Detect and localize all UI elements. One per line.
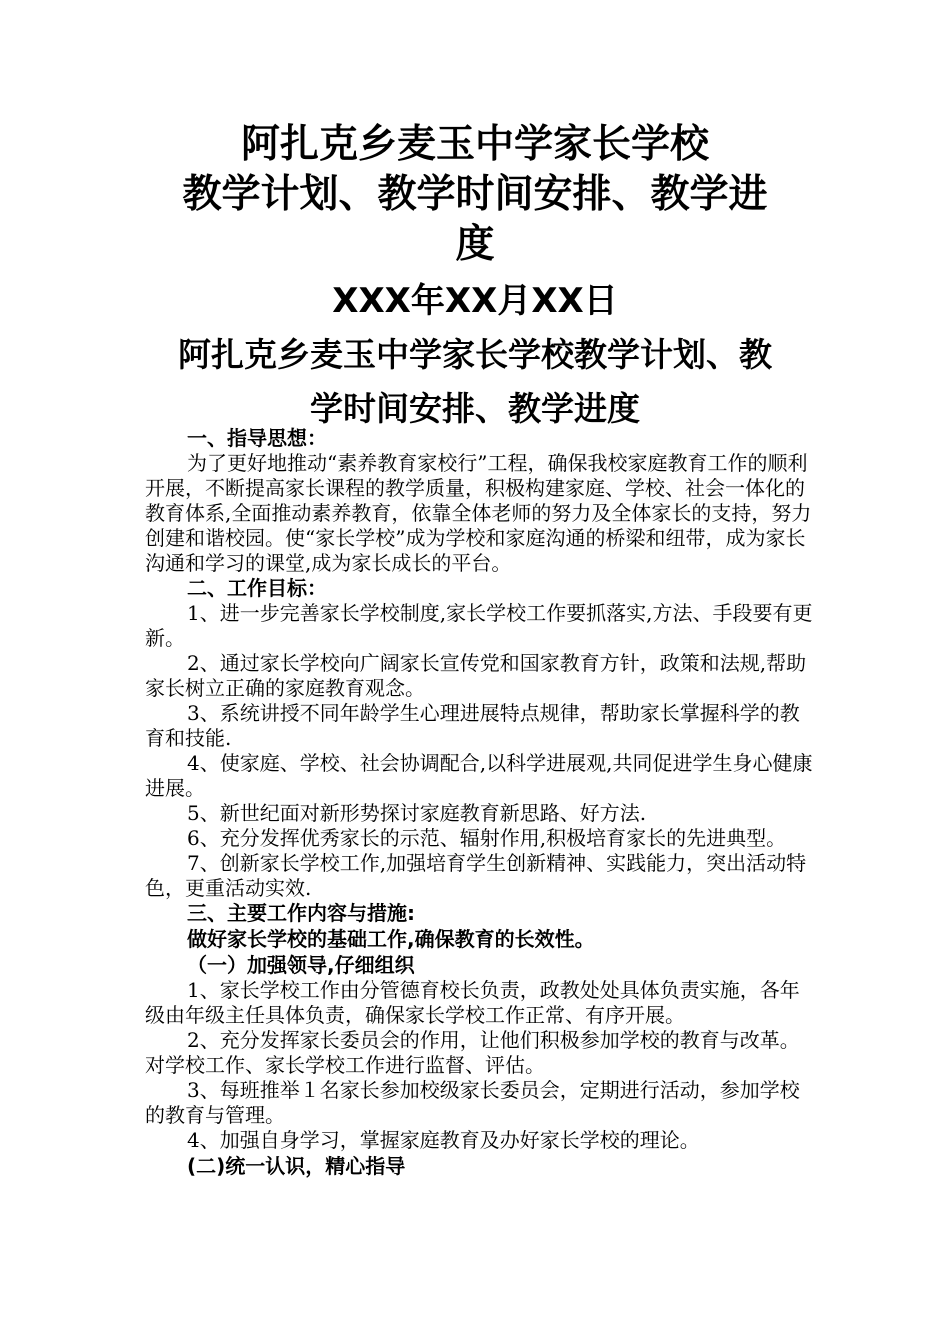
subtitle-line-2: 学时间安排、教学进度 — [310, 389, 640, 428]
subtitle-line-1: 阿扎克乡麦玉中学家长学校教学计划、教 — [178, 335, 772, 374]
section-1-paragraph: 为了更好地推动“素养教育家校行”工程，确保我校家庭教育工作的顺利开展，不断提高家长课程的教学质量，积极构建家庭、学校、社会一体化的教育体系,全面推动素养教育，依靠全体老师的努力及全体家长的支持，努力创建和谐校园。使“家长学校”成为学校和家庭沟通的桥梁和纽带，成为家长沟通和学习的课堂,成为家长成长的平台。 — [145, 451, 812, 575]
goal-item-6: 6、充分发挥优秀家长的示范、辐射作用,积极培育家长的先进典型。 — [187, 826, 787, 850]
main-title-line-1: 阿扎克乡麦玉中学家长学校 — [240, 122, 709, 167]
measure-item-2: 2、充分发挥家长委员会的作用，让他们积极参加学校的教育与改革。对学校工作、家长学校工作进行监督、评估。 — [145, 1028, 800, 1077]
goal-item-7: 7、创新家长学校工作,加强培育学生创新精神、实践能力，突出活动特色，更重活动实效. — [145, 851, 807, 900]
section-3-heading: 三、主要工作内容与措施: — [187, 901, 415, 925]
main-title-line-2: 教学计划、教学时间安排、教学进 — [182, 172, 768, 217]
section-1-heading: 一、指导思想： — [187, 426, 327, 450]
document-body — [145, 426, 815, 1179]
goal-item-3: 3、系统讲授不同年龄学生心理进展特点规律，帮助家长掌握科学的教育和技能. — [145, 701, 800, 750]
measure-item-3: 3、每班推举１名家长参加校级家长委员会，定期进行活动，参加学校的教育与管理。 — [145, 1078, 800, 1127]
measure-item-4: 4、加强自身学习，掌握家庭教育及办好家长学校的理论。 — [187, 1128, 700, 1152]
section-3-subheading: 做好家长学校的基础工作,确保教育的长效性。 — [187, 927, 595, 951]
goal-item-5: 5、新世纪面对新形势探讨家庭教育新思路、好方法. — [187, 801, 647, 825]
goal-item-1: 1、进一步完善家长学校制度,家长学校工作要抓落实,方法、手段要有更新。 — [145, 601, 813, 650]
section-2-heading: 二、工作目标： — [187, 576, 327, 600]
goal-item-2: 2、通过家长学校向广阔家长宣传党和国家教育方针，政策和法规,帮助家长树立正确的家庭教育观念。 — [145, 651, 807, 700]
main-title-line-3: 度 — [455, 222, 495, 267]
document-date: XXX年XX月XX日 — [332, 281, 618, 321]
measure-item-1: 1、家长学校工作由分管德育校长负责，政教处处具体负责实施，各年级由年级主任具体负责，确保家长学校工作正常、有序开展。 — [145, 978, 800, 1027]
title-block — [0, 120, 950, 432]
part-1-heading: （一）加强领导,仔细组织 — [187, 953, 415, 977]
part-2-heading: (二)统一认识，精心指导 — [187, 1154, 406, 1178]
goal-item-4: 4、使家庭、学校、社会协调配合,以科学进展观,共同促进学生身心健康进展。 — [145, 751, 813, 800]
